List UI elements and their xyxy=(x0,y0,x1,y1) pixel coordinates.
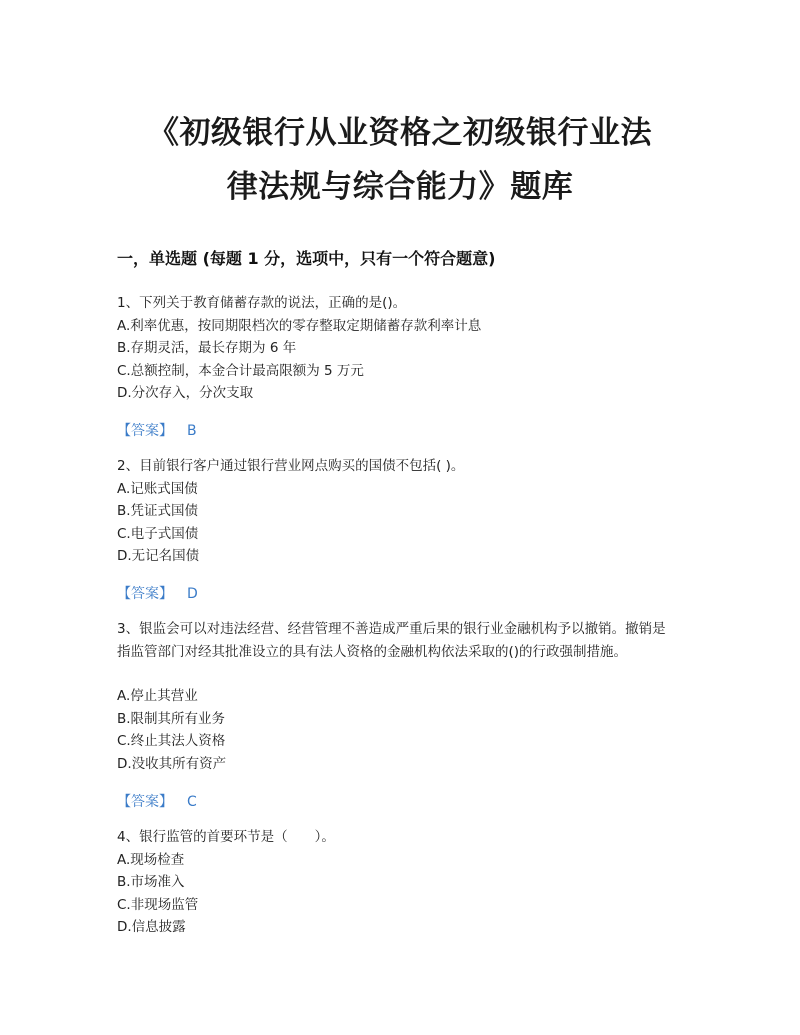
option-d: D.信息披露 xyxy=(117,919,186,935)
document-title xyxy=(100,106,700,214)
option-c: C.非现场监管 xyxy=(117,896,199,913)
question-2 xyxy=(117,455,687,568)
option-c: C.终止其法人资格 xyxy=(117,733,226,749)
option-b: B.限制其所有业务 xyxy=(117,710,226,727)
question-stem: 1、下列关于教育储蓄存款的说法，正确的是()。 xyxy=(117,295,407,311)
option-b: B.存期灵活，最长存期为 6 年 xyxy=(117,340,297,356)
answer-2 xyxy=(117,583,198,603)
option-c: C.总额控制，本金合计最高限额为 5 万元 xyxy=(117,362,364,379)
section-heading: 一，单选题 (每题 1 分，选项中，只有一个符合题意) xyxy=(117,249,496,268)
answer-value: B xyxy=(187,423,197,439)
answer-label: 【答案】 xyxy=(117,423,173,439)
title-line-2: 律法规与综合能力》题库 xyxy=(226,169,574,205)
question-1 xyxy=(117,292,687,405)
question-4 xyxy=(117,826,687,939)
option-c: C.电子式国债 xyxy=(117,525,199,542)
option-b: B.市场准入 xyxy=(117,874,185,890)
question-stem: 2、目前银行客户通过银行营业网点购买的国债不包括( )。 xyxy=(117,458,465,474)
answer-3 xyxy=(117,791,197,811)
option-a: A.现场检查 xyxy=(117,851,185,868)
option-a: A.记账式国债 xyxy=(117,480,198,497)
answer-value: C xyxy=(187,794,197,810)
answer-value: D xyxy=(187,586,198,602)
option-d: D.无记名国债 xyxy=(117,548,200,564)
answer-label: 【答案】 xyxy=(117,586,173,602)
answer-label: 【答案】 xyxy=(117,794,173,810)
option-d: D.分次存入，分次支取 xyxy=(117,385,254,401)
option-b: B.凭证式国债 xyxy=(117,503,199,519)
question-stem: 3、银监会可以对违法经营、经营管理不善造成严重后果的银行业金融机构予以撤销。撤销是指监管部门对经其批准设立的具有法人资格的金融机构依法采取的()的行政强制措施。 xyxy=(117,621,666,660)
title-line-1: 《初级银行从业资格之初级银行业法 xyxy=(148,115,652,151)
option-d: D.没收其所有资产 xyxy=(117,755,227,772)
question-stem: 4、银行监管的首要环节是（ ）。 xyxy=(117,829,335,845)
option-a: A.停止其营业 xyxy=(117,688,198,704)
question-3 xyxy=(117,618,677,775)
option-a: A.利率优惠，按同期限档次的零存整取定期储蓄存款利率计息 xyxy=(117,317,482,334)
answer-1 xyxy=(117,420,197,440)
